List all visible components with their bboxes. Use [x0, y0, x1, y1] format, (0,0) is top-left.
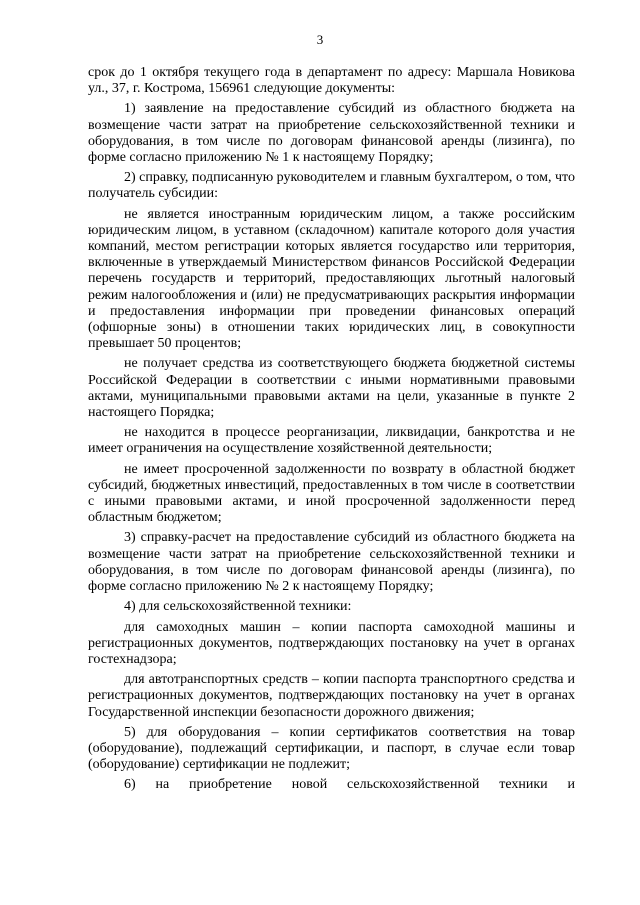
- paragraph-not-foreign-entity: не является иностранным юридическим лицом, а также российским юридическим лицом, в уставном (складочном) капитале которого доля участия компаний, местом регистрации которых является государство или территория, включенные в утверждаемый Министерством финансов Российской Федерации перечень государств и территорий, предоставляющих льготный налоговый режим налогообложения и (или) не предусматривающих раскрытия информации и предоставления информации при проведении финансовых операций (офшорные зоны) в отношении таких юридических лиц, в совокупности превышает 50 процентов;: [88, 206, 575, 352]
- paragraph-self-propelled: для самоходных машин – копии паспорта самоходной машины и регистрационных документов, подтверждающих постановку на учет в органах гостехнадзора;: [88, 619, 575, 667]
- paragraph-item-2: 2) справку, подписанную руководителем и главным бухгалтером, о том, что получатель субсидии:: [88, 170, 575, 202]
- page-number: 3: [316, 32, 324, 47]
- paragraph-vehicles: для автотранспортных средств – копии паспорта транспортного средства и регистрационных документов, подтверждающих постановку на учет в органах Государственной инспекции безопасности дорожного движения;: [88, 672, 575, 720]
- document-body: [88, 65, 575, 798]
- paragraph-no-overdue-debt: не имеет просроченной задолженности по возврату в областной бюджет субсидий, бюджетных инвестиций, предоставленных в том числе в соответствии с иными правовыми актами, и иной просроченной задолженности перед областным бюджетом;: [88, 461, 575, 526]
- paragraph-item-1: 1) заявление на предоставление субсидий из областного бюджета на возмещение части затрат на приобретение сельскохозяйственной техники и оборудования, в том числе по договорам финансовой аренды (лизинга), по форме согласно приложению № 1 к настоящему Порядку;: [88, 101, 575, 166]
- paragraph-no-other-budget-funds: не получает средства из соответствующего бюджета бюджетной системы Российской Федерации в соответствии с иными нормативными правовыми актами, муниципальными правовыми актами на цели, указанные в пункте 2 настоящего Порядка;: [88, 356, 575, 421]
- paragraph-item-6: 6) на приобретение новой сельскохозяйственной техники и: [124, 777, 575, 793]
- paragraph-item-5: 5) для оборудования – копии сертификатов соответствия на товар (оборудование), подлежащий сертификации, и паспорт, в случае если товар (оборудование) сертификации не подлежит;: [88, 724, 575, 773]
- paragraph-item-4: 4) для сельскохозяйственной техники:: [124, 599, 352, 615]
- paragraph-continuation: срок до 1 октября текущего года в департамент по адресу: Маршала Новикова ул., 37, г. Кострома, 156961 следующие документы:: [88, 65, 575, 97]
- paragraph-item-3: 3) справку-расчет на предоставление субсидий из областного бюджета на возмещение части затрат на приобретение сельскохозяйственной техники и оборудования, в том числе по договорам финансовой аренды (лизинга), по форме согласно приложению № 2 к настоящему Порядку;: [88, 530, 575, 595]
- paragraph-not-in-liquidation: не находится в процессе реорганизации, ликвидации, банкротства и не имеет ограничения на осуществление хозяйственной деятельности;: [88, 425, 575, 457]
